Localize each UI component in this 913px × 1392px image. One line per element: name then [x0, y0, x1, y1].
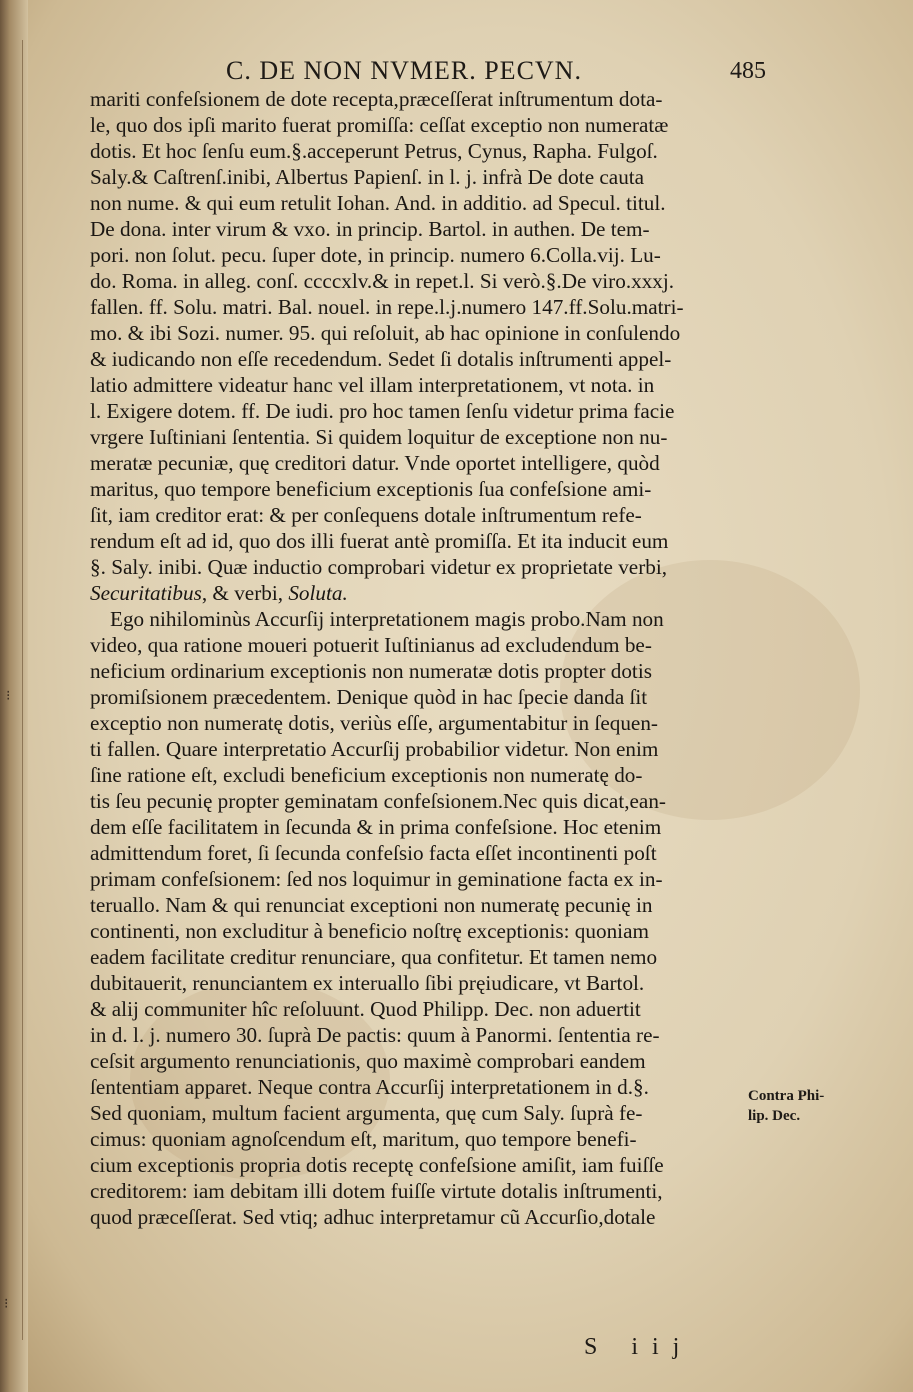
book-gutter [0, 0, 28, 1392]
text-line: ſit, iam creditor erat: & per conſequens dotale inſtrumentum refe- [90, 503, 642, 527]
text-line: cium exceptionis propria dotis receptę confeſsione amiſit, iam fuiſſe [90, 1153, 664, 1177]
text-line: non nume. & qui eum retulit Iohan. And. in additio. ad Specul. titul. [90, 191, 666, 215]
text-line: fallen. ff. Solu. matri. Bal. nouel. in repe.l.j.numero 147.ff.Solu.matri- [90, 295, 684, 319]
text-line: Saly.& Caſtrenſ.inibi, Albertus Papienſ. in l. j. infrà De dote cauta [90, 165, 645, 189]
margin-note-line: Contra Phi- [748, 1088, 825, 1104]
text-line: dubitauerit, renunciantem ex interuallo ſibi pręiudicare, vt Bartol. [90, 971, 645, 995]
text-line: maritus, quo tempore beneficium exceptionis ſua confeſsione ami- [90, 477, 652, 501]
text-line: pori. non ſolut. pecu. ſuper dote, in princip. numero 6.Colla.vij. Lu- [90, 243, 661, 267]
text-line: l. Exigere dotem. ff. De iudi. pro hoc tamen ſenſu videtur prima facie [90, 399, 675, 423]
gutter-edge [22, 40, 23, 1340]
text-line: dotis. Et hoc ſenſu eum.§.acceperunt Petrus, Cynus, Rapha. Fulgoſ. [90, 139, 658, 163]
signature-mark: S iij [584, 1334, 694, 1360]
text-line: §. Saly. inibi. Quæ inductio comprobari videtur ex proprietate verbi, [90, 555, 668, 579]
text-line: ſententiam apparet. Neque contra Accurſij interpretationem in d.§. [90, 1075, 649, 1099]
text-line: tis ſeu pecunię propter geminatam confeſsionem.Nec quis dicat,ean- [90, 789, 666, 813]
text-line: vrgere Iuſtiniani ſententia. Si quidem loquitur de exceptione non nu- [90, 425, 668, 449]
text-line: dem eſſe facilitatem in ſecunda & in prima confeſsione. Hoc etenim [90, 815, 662, 839]
text-line-italic [90, 580, 760, 606]
italic-word: Soluta. [288, 581, 348, 605]
text-line: ſine ratione eſt, excludi beneficium exceptionis non numeratę do- [90, 763, 643, 787]
text-line: & iudicando non eſſe recedendum. Sedet ſi dotalis inſtrumenti appel- [90, 347, 672, 371]
text-line: do. Roma. in alleg. conſ. ccccxlv.& in repet.l. Si verò.§.De viro.xxxj. [90, 269, 675, 293]
text-line: rendum eſt ad id, quo dos illi fuerat antè promiſſa. Et ita inducit eum [90, 529, 669, 553]
page-number: 485 [730, 58, 766, 84]
text-line: ceſsit argumento renunciationis, quo maximè comprobari eandem [90, 1049, 646, 1073]
text-line: in d. l. j. numero 30. ſuprà De pactis: quum à Panormi. ſententia re- [90, 1023, 660, 1047]
text-line: latio admittere videatur hanc vel illam interpretationem, vt nota. in [90, 373, 655, 397]
text-line: eadem facilitate creditur renunciare, qua confitetur. Et tamen nemo [90, 945, 658, 969]
text-line: le, quo dos ipſi marito fuerat promiſſa: ceſſat exceptio non numeratæ [90, 113, 669, 137]
text-line: teruallo. Nam & qui renunciat exceptioni non numeratę pecunię in [90, 893, 653, 917]
text-line: ti fallen. Quare interpretatio Accurſij probabilior videtur. Non enim [90, 737, 659, 761]
gutter-mark: ⁝ [4, 1297, 9, 1312]
text-line: admittendum foret, ſi ſecunda confeſsio facta eſſet incontinenti poſt [90, 841, 657, 865]
text-line: exceptio non numeratę dotis, veriùs eſſe, argumentabitur in ſequen- [90, 711, 658, 735]
body-text [90, 86, 760, 1230]
text-line: Sed quoniam, multum facient argumenta, quę cum Saly. ſuprà fe- [90, 1101, 643, 1125]
margin-note [748, 1086, 824, 1126]
italic-word: Securitatibus [90, 581, 202, 605]
text-line: quod præceſſerat. Sed vtiq; adhuc interpretamur cũ Accurſio,dotale [90, 1205, 656, 1229]
running-title: C. DE NON NVMER. PECVN. [226, 56, 582, 85]
text-line: mariti confeſsionem de dote recepta,præceſſerat inſtrumentum dota- [90, 87, 663, 111]
text-line: primam confeſsionem: ſed nos loquimur in geminatione facta ex in- [90, 867, 663, 891]
gutter-mark: ⁝ [6, 689, 11, 704]
text-line: cimus: quoniam agnoſcendum eſt, maritum, quo tempore benefi- [90, 1127, 637, 1151]
text-line: continenti, non excluditur à beneficio noſtrę exceptionis: quoniam [90, 919, 649, 943]
text-line: mo. & ibi Sozi. numer. 95. qui reſoluit, ab hac opinione in conſulendo [90, 321, 681, 345]
connector-text: , & verbi, [201, 581, 289, 605]
paragraph-start: Ego nihilominùs Accurſij interpretationem magis probo.Nam non [110, 607, 664, 631]
text-line: creditorem: iam debitam illi dotem fuiſſe virtute dotalis inſtrumenti, [90, 1179, 663, 1203]
margin-note-line: lip. Dec. [748, 1108, 801, 1124]
text-line: video, qua ratione moueri potuerit Iuſtinianus ad excludendum be- [90, 633, 652, 657]
text-line: neficium ordinarium exceptionis non numeratæ dotis propter dotis [90, 659, 652, 683]
text-line: meratæ pecuniæ, quę creditori datur. Vnde oportet intelligere, quòd [90, 451, 660, 475]
text-line: De dona. inter virum & vxo. in princip. Bartol. in authen. De tem- [90, 217, 650, 241]
text-line: & alij communiter hîc reſoluunt. Quod Philipp. Dec. non aduertit [90, 997, 641, 1021]
text-line: promiſsionem præcedentem. Denique quòd in hac ſpecie danda ſit [90, 685, 648, 709]
